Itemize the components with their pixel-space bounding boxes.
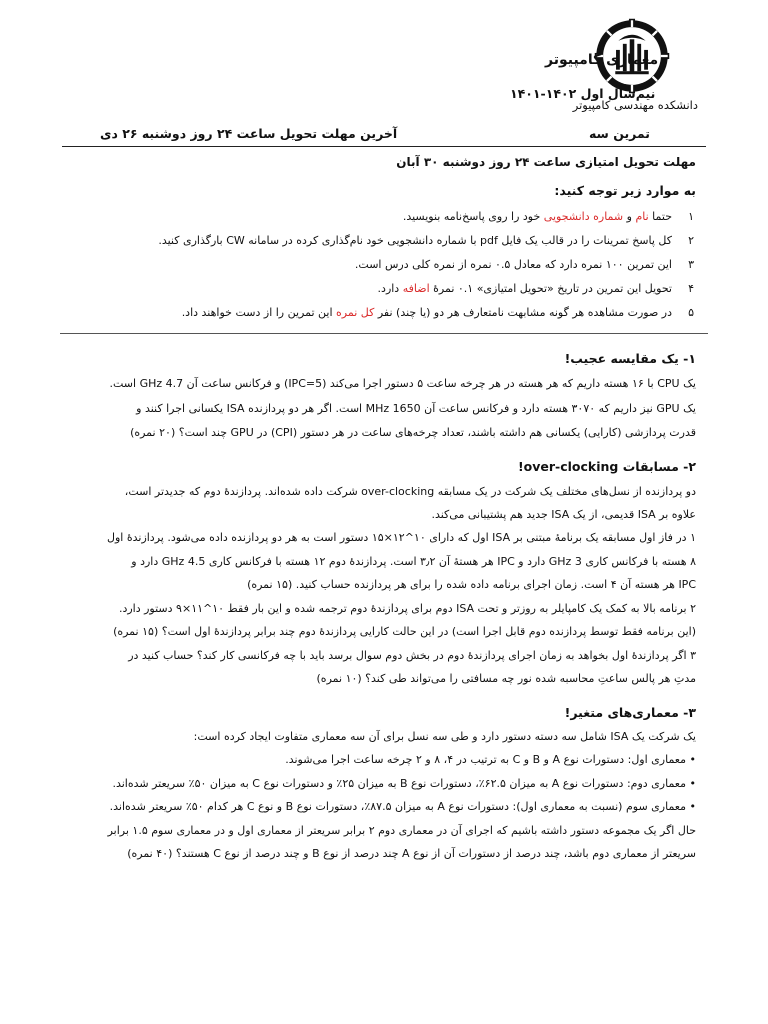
note-number: ۴ xyxy=(688,282,694,295)
notes-divider xyxy=(60,333,708,334)
question-2-line: IPC هر هسته آن ۴ است. زمان اجرای برنامه داده شده را برای هر پردازنده حساب کنید. (۱۵ نمره) xyxy=(247,578,696,591)
question-2-line: ۲ برنامه بالا به کمک یک کامپایلر به روزتر و تحت ISA دوم برای پردازندهٔ دوم ترجمه شده و این بار فقط ۱۰^۱۱×۹ دستور دارد. xyxy=(118,602,696,615)
note-number: ۳ xyxy=(688,258,694,271)
bonus-deadline-label: مهلت تحویل امتیازی ساعت ۲۴ روز دوشنبه ۳۰ آبان xyxy=(396,155,696,169)
note-text: این تمرین ۱۰۰ نمره دارد که معادل ۰.۵ نمره از نمره کلی درس است. xyxy=(354,258,672,271)
question-1-title: ۱- یک مقایسه عجیب! xyxy=(564,351,696,366)
note-text: تحویل این تمرین در تاریخ «تحویل امتیازی» ۰.۱ نمرهٔ xyxy=(429,282,672,295)
question-3-title: ۳- معماری‌های متغیر! xyxy=(564,705,696,720)
note-number: ۵ xyxy=(688,306,694,319)
question-2-line: دو پردازنده از نسل‌های مختلف یک شرکت در یک مسابقه over-clocking شرکت داده شده‌اند. پردازندهٔ دوم که جدیدتر است، xyxy=(124,485,696,498)
note-highlight: اضافه xyxy=(402,282,430,295)
question-3-line: • معماری سوم (نسبت به معماری اول): دستورات نوع A به میزان ۸۷.۵٪، دستورات نوع B و نوع C هر کدام ۵۰٪ سریعتر شده‌اند. xyxy=(109,800,696,813)
note-item-5 xyxy=(182,306,694,319)
question-3-line: • معماری اول: دستورات نوع A و B و C به ترتیب در ۴، ۸ و ۲ چرخه ساعت اجرا می‌شوند. xyxy=(285,753,696,766)
question-2-line: ۳ اگر پردازندهٔ اول بخواهد به زمان اجرای پردازندهٔ دوم در بخش دوم سوال برسد باید با چه فرکانسی کار کند؟ حساب کنید در xyxy=(128,649,696,662)
question-2-line: علاوه بر ISA قدیمی، از یک ISA جدید هم پشتیبانی می‌کند. xyxy=(431,508,696,521)
question-2-line: ۸ هسته با فرکانس کاری 3 GHz دارد و IPC هر هستهٔ آن ۳٫۲ است. پردازندهٔ دوم ۱۲ هسته با فرکانس کاری 4.5 GHz دارد و xyxy=(131,555,696,568)
question-1-line: یک CPU با ۱۶ هسته داریم که هر هسته در هر چرخه ساعت ۵ دستور اجرا می‌کند (IPC=5) و فرکانس ساعت آن 4.7 GHz است. xyxy=(109,377,696,390)
note-item-3 xyxy=(355,258,694,271)
question-2-line: ۱ در فاز اول مسابقه یک برنامهٔ مبتنی بر ISA اول که دارای ۱۰^۱۲×۱۵ دستور است به هر دو پردازنده داده می‌شود. پردازندهٔ اول xyxy=(106,531,696,544)
note-text: و xyxy=(623,210,636,223)
semester-label: نیم‌سال اول ۱۴۰۲-۱۴۰۱ xyxy=(510,86,656,101)
question-2-line: مدتِ هر پالس ساعتِ محاسبه شده نور چه مسافتی را می‌تواند طی کند؟ (۱۰ نمره) xyxy=(316,672,696,685)
note-item-2 xyxy=(158,234,694,247)
note-text: دارد. xyxy=(377,282,403,295)
deadline-label: آخرین مهلت تحویل ساعت ۲۴ روز دوشنبه ۲۶ دی xyxy=(100,126,398,141)
question-3-line: حال اگر یک مجموعه دستور داشته باشیم که اجرای آن در معماری دوم ۲ برابر سریعتر از معماری اول و در معماری سوم ۱.۵ برابر xyxy=(107,824,696,837)
note-text: خود را روی پاسخ‌نامه بنویسید. xyxy=(402,210,544,223)
note-item-4 xyxy=(378,282,694,295)
header-divider xyxy=(62,146,706,147)
question-1-line: یک GPU نیز داریم که ۳۰۷۰ هسته دارد و فرکانس ساعت آن 1650 MHz است. اگر هر دو پردازنده ISA یکسانی اجرا کنند و xyxy=(136,402,696,415)
note-number: ۱ xyxy=(688,210,694,223)
note-highlight: کل نمره xyxy=(336,306,375,319)
question-3-line: • معماری دوم: دستورات نوع A به میزان ۶۲.۵٪، دستورات نوع B به میزان ۲۵٪ و دستورات نوع C به میزان ۵۰٪ سریعتر شده‌اند. xyxy=(112,777,696,790)
note-text: حتما xyxy=(648,210,672,223)
notes-title: به موارد زیر توجه کنید: xyxy=(554,183,696,198)
note-text: کل پاسخ تمرینات را در قالب یک فایل pdf با شماره دانشجویی خود نام‌گذاری کرده در سامانه CW بارگذاری کنید. xyxy=(158,234,672,247)
note-text: در صورت مشاهده هر گونه مشابهت نامتعارف هر دو (یا چند) نفر xyxy=(374,306,672,319)
question-3-line: سریعتر از معماری دوم باشد، چند درصد از دستورات آن از نوع A چند درصد از نوع B و چند درصد از نوع C هستند؟ (۴۰ نمره) xyxy=(127,847,696,860)
note-text: این تمرین را از دست خواهند داد. xyxy=(181,306,337,319)
course-title: معماری کامپیوتر xyxy=(545,52,659,68)
note-number: ۲ xyxy=(688,234,694,247)
question-2-title: ۲- مسابقات over-clocking! xyxy=(517,459,696,474)
department-name: دانشکده مهندسی کامپیوتر xyxy=(572,98,698,112)
note-item-1 xyxy=(403,210,694,223)
question-1-line: قدرت پردازشی (کارایی) یکسانی هم داشته باشند، تعداد چرخه‌های ساعت در هر دستور (CPI) در GPU چند است؟ (۲۰ نمره) xyxy=(130,426,696,439)
homework-title: تمرین سه xyxy=(588,126,650,141)
note-highlight: نام xyxy=(635,210,649,223)
question-2-line: (این برنامه فقط توسط پردازنده دوم قابل اجرا است) در این حالت کارایی پردازندهٔ دوم چند برابر پردازندهٔ اول است؟ (۱۵ نمره) xyxy=(113,625,696,638)
question-3-line: یک شرکت یک ISA شامل سه دسته دستور دارد و طی سه نسل برای آن سه معماری متفاوت ایجاد کرده است: xyxy=(193,730,696,743)
note-highlight: شماره دانشجویی xyxy=(543,210,624,223)
